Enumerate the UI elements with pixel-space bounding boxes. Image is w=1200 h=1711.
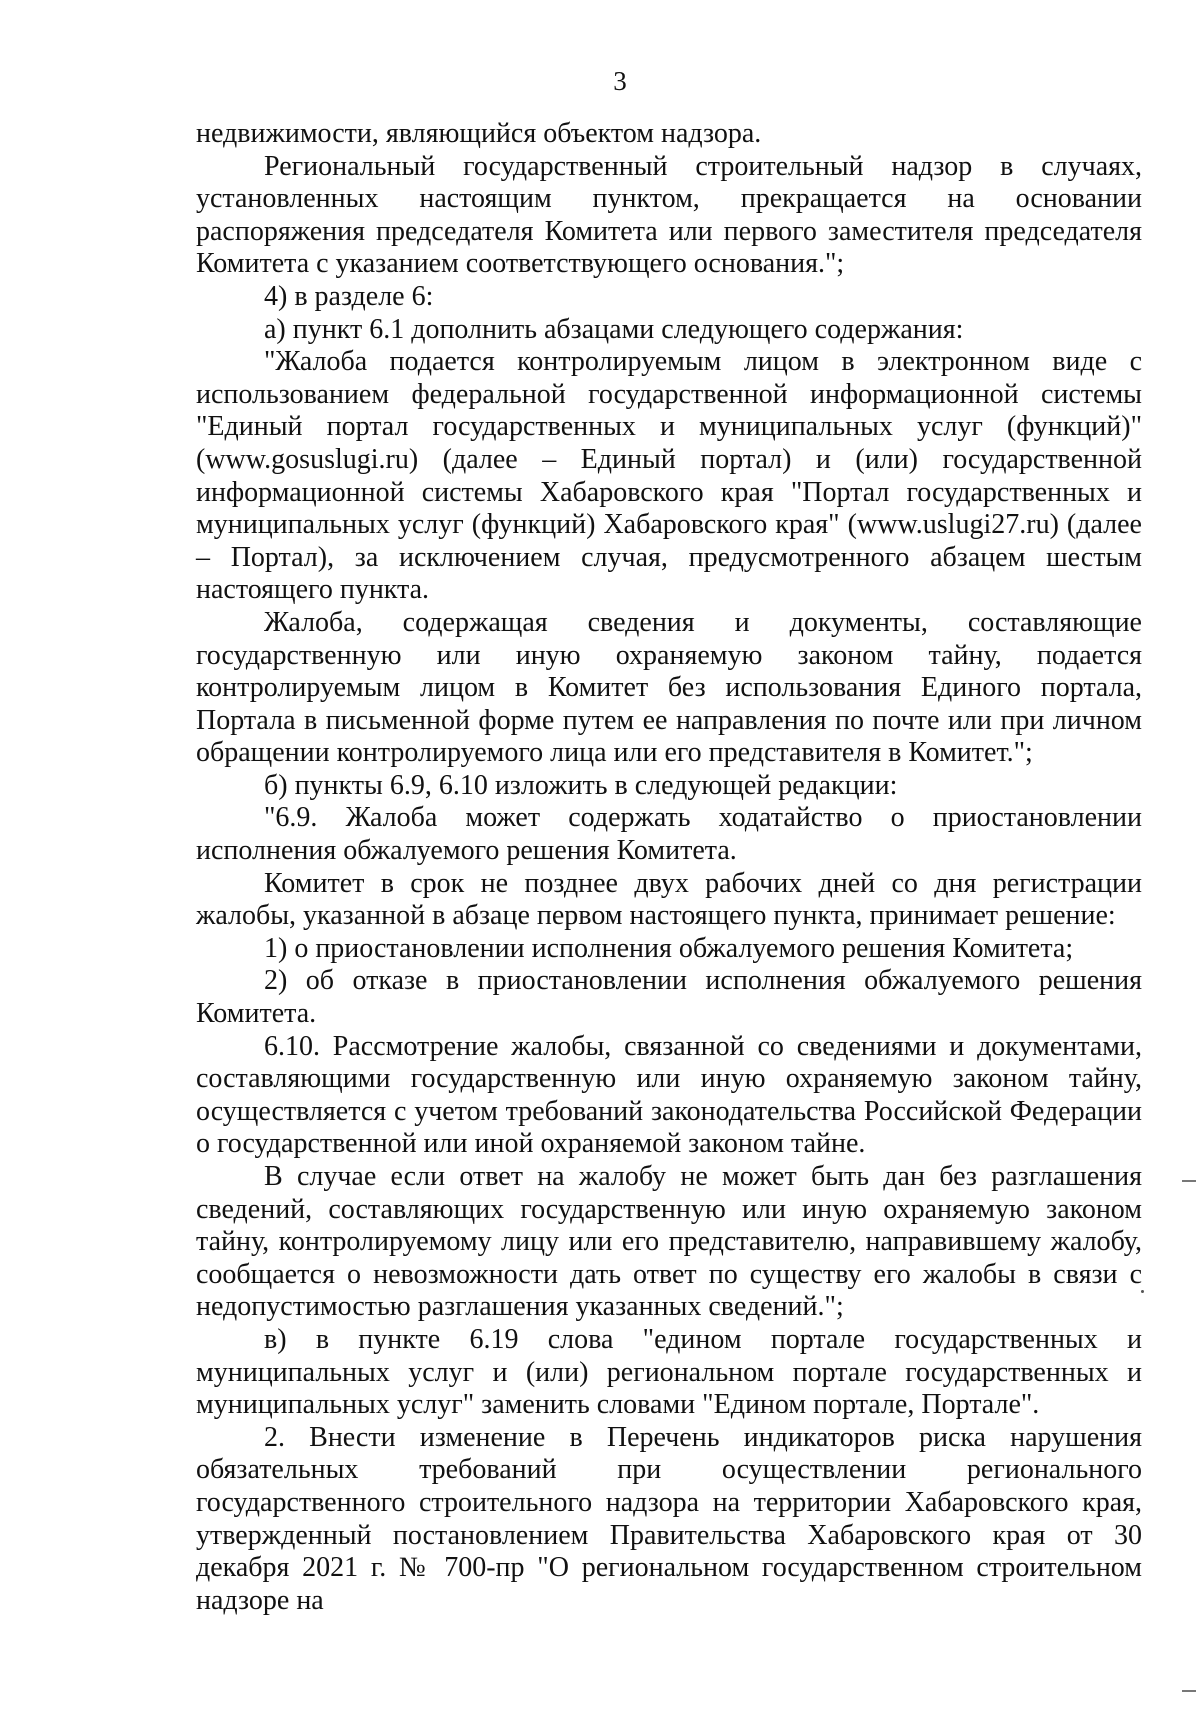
document-body [196,118,1142,1617]
paragraph-complaint-electronic: "Жалоба подается контролируемым лицом в электронном виде с использованием федеральной государственной информационной системы "Единый портал государственных и муниципальных услуг (функций)" (www.gosuslugi.ru) (далее – Единый портал) и (или) государственной информационной системы Хабаровского края "Портал государственных и муниципальных услуг (функций) Хабаровского края" (www.uslugi27.ru) (далее – Портал), за исключением случая, предусмотренного абзацем шестым настоящего пункта. [196,346,1142,606]
scan-edge-mark [1182,1690,1196,1692]
paragraph-item-a: а) пункт 6.1 дополнить абзацами следующего содержания: [264,313,964,345]
paragraph-supervision-termination: Региональный государственный строительный надзор в случаях, установленных настоящим пунктом, прекращается на основании распоряжения председателя Комитета или первого заместителя председателя Комитета с указанием соответствующего основания."; [196,150,1142,280]
page-number: 3 [613,66,627,96]
paragraph-item-v: в) в пункте 6.19 слова "едином портале государственных и муниципальных услуг и (или) региональном портале государственных и муниципальных услуг" заменить словами "Едином портале, Портале". [196,1323,1142,1421]
paragraph-item-2: 2. Внести изменение в Перечень индикаторов риска нарушения обязательных требований при осуществлении регионального государственного строительного надзора на территории Хабаровского края, утвержденный постановлением Правительства Хабаровского края от 30 декабря 2021 г. № 700-пр "О региональном государственном строительном надзоре на [196,1421,1142,1616]
paragraph-item-b: б) пункты 6.9, 6.10 изложить в следующей редакции: [264,769,898,801]
paragraph-committee-decision: Комитет в срок не позднее двух рабочих дней со дня регистрации жалобы, указанной в абзаце первом настоящего пункта, принимает решение: [196,867,1142,932]
paragraph-decision-1: 1) о приостановлении исполнения обжалуемого решения Комитета; [264,932,1074,964]
paragraph-continuation: недвижимости, являющийся объектом надзора. [196,118,762,149]
paragraph-section-6: 4) в разделе 6: [264,280,434,312]
paragraph-6-10: 6.10. Рассмотрение жалобы, связанной со сведениями и документами, составляющими государственную или иную охраняемую законом тайну, осуществляется с учетом требований законодательства Российской Федерации о государственной или иной охраняемой законом тайне. [196,1030,1142,1160]
scan-edge-mark [1182,1180,1196,1182]
paragraph-6-9: "6.9. Жалоба может содержать ходатайство о приостановлении исполнения обжалуемого решения Комитета. [196,802,1142,867]
scan-speck [1141,1290,1144,1293]
paragraph-decision-2: 2) об отказе в приостановлении исполнения обжалуемого решения Комитета. [196,965,1142,1030]
paragraph-answer-secret: В случае если ответ на жалобу не может быть дан без разглашения сведений, составляющих государственную или иную охраняемую законом тайну, контролируемому лицу или его представителю, направившему жалобу, сообщается о невозможности дать ответ по существу его жалобы в связи с недопустимостью разглашения указанных сведений."; [196,1161,1142,1323]
paragraph-complaint-secret: Жалоба, содержащая сведения и документы, составляющие государственную или иную охраняемую законом тайну, подается контролируемым лицом в Комитет без использования Единого портала, Портала в письменной форме путем ее направления по почте или при личном обращении контролируемого лица или его представителя в Комитет."; [196,606,1142,769]
